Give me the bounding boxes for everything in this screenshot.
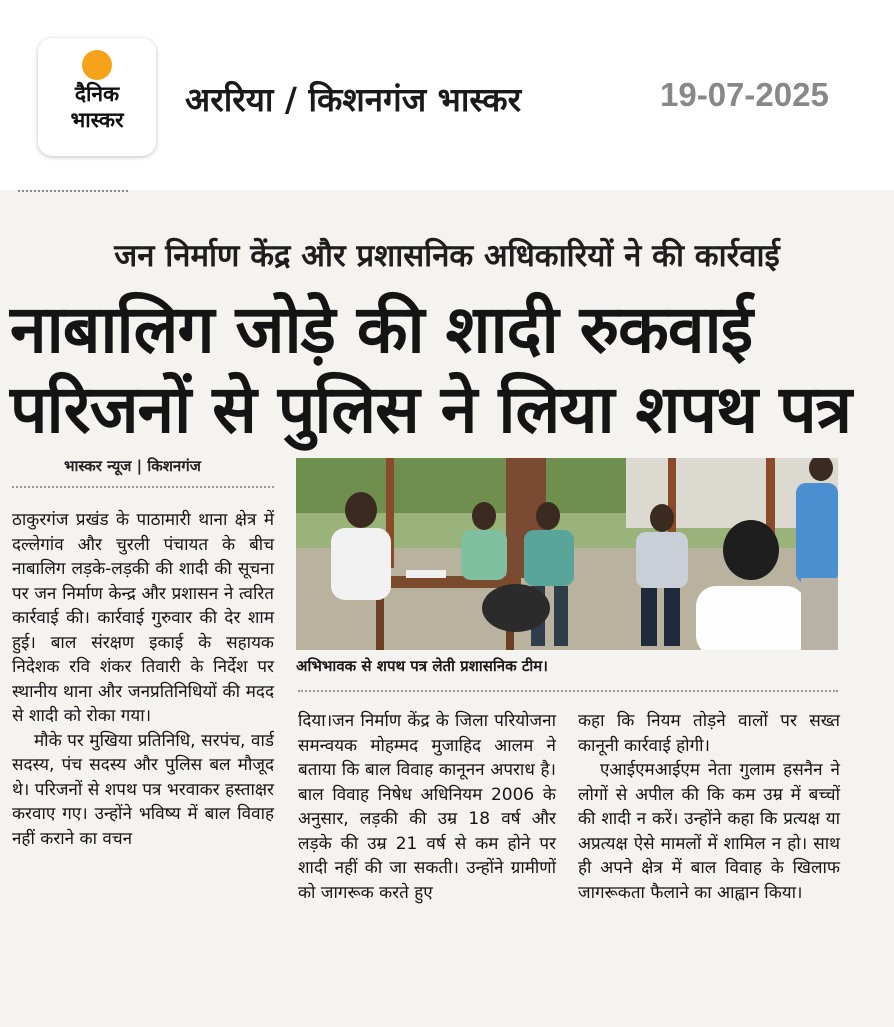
dainik-bhaskar-logo[interactable] xyxy=(38,38,156,156)
photo-illustration xyxy=(296,458,838,650)
paragraph: ठाकुरगंज प्रखंड के पाठामारी थाना क्षेत्र में दल्लेगांव और चुरली पंचायत के बीच नाबालिग लड़के-लड़की की शादी की सूचना पर जन निर्माण केन्द्र और प्रशासन ने त्वरित कार्रवाई की। कार्रवाई गुरुवार की देर शाम हुई। बाल संरक्षण इकाई के सहायक निदेशक रवि शंकर तिवारी के निर्देश पर स्थानीय थाना और जनप्रतिनिधियों की मदद से शादी को रोका गया। xyxy=(12,510,274,726)
publication-date: 19-07-2025 xyxy=(660,76,829,113)
column-2 xyxy=(298,709,556,905)
top-dotted-rule xyxy=(18,190,128,192)
paragraph: एआईएमआईएम नेता गुलाम हसनैन ने लोगों से अपील की कि कम उम्र में बच्चों की शादी न करें। उन्होंने कहा कि प्रत्यक्ष या अप्रत्यक्ष ऐसे मामलों में शामिल न हो। साथ ही अपने क्षेत्र में बाल विवाह के खिलाफ जागरूकता फैलाने का आह्वान किया। xyxy=(578,760,840,903)
byline: भास्कर न्यूज | किशनगंज xyxy=(64,457,201,475)
app-header xyxy=(0,0,894,190)
logo-line-2: भास्कर xyxy=(70,108,124,132)
paragraph: मौके पर मुखिया प्रतिनिधि, सरपंच, वार्ड सदस्य, पंच सदस्य और पुलिस बल मौजूद थे। परिजनों से शपथ पत्र भरवाकर हस्ताक्षर करवाए गए। उन्होंने भविष्य में बाल विवाह नहीं कराने का वचन xyxy=(12,730,274,849)
edition-title: अररिया / किशनगंज भास्कर xyxy=(185,80,522,119)
column-1 xyxy=(12,508,274,851)
byline-rule xyxy=(12,486,274,488)
photo-caption: अभिभावक से शपथ पत्र लेती प्रशासनिक टीम। xyxy=(296,657,548,675)
logo-line-1: दैनिक xyxy=(74,82,120,106)
newspaper-clipping xyxy=(0,190,894,1027)
paragraph: दिया।जन निर्माण केंद्र के जिला परियोजना समन्वयक मोहम्मद मुजाहिद आलम ने बताया कि बाल विवाह कानूनन अपराध है। बाल विवाह निषेध अधिनियम 2006 के अनुसार, लड़की की उम्र 18 वर्ष और लड़के की उम्र 21 वर्ष से कम होने पर शादी नहीं की जा सकती। उन्होंने ग्रामीणों को जागरूक करते हुए xyxy=(298,711,556,903)
caption-rule xyxy=(298,690,838,692)
paragraph: कहा कि नियम तोड़ने वालों पर सख्त कानूनी कार्रवाई होगी। xyxy=(578,711,840,756)
kicker-headline: जन निर्माण केंद्र और प्रशासनिक अधिकारियों ने की कार्रवाई xyxy=(114,238,780,274)
headline-line-2: परिजनों से पुलिस ने लिया शपथ पत्र xyxy=(10,371,852,448)
column-3 xyxy=(578,709,840,905)
news-photo[interactable] xyxy=(296,458,838,650)
sun-icon xyxy=(82,50,112,80)
headline-line-1: नाबालिग जोड़े की शादी रुकवाई xyxy=(10,291,753,368)
